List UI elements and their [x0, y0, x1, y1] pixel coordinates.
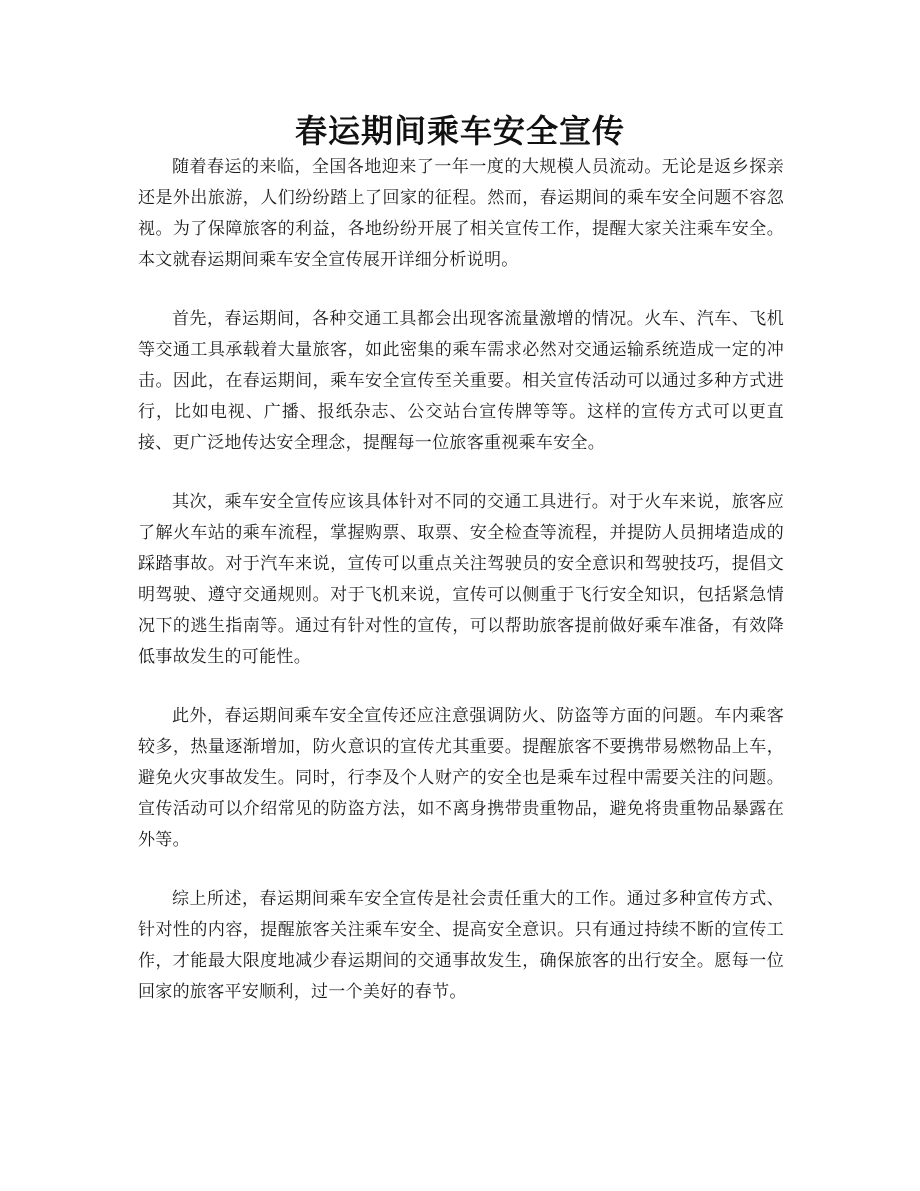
paragraph-2: 首先，春运期间，各种交通工具都会出现客流量激增的情况。火车、汽车、飞机等交通工具承载着大量旅客，如此密集的乘车需求必然对交通运输系统造成一定的冲击。因此，在春运期间，乘车安全宣传至关重要。相关宣传活动可以通过多种方式进行，比如电视、广播、报纸杂志、公交站台宣传牌等等。这样的宣传方式可以更直接、更广泛地传达安全理念，提醒每一位旅客重视乘车安全。 — [138, 309, 784, 453]
paragraph-5: 综上所述，春运期间乘车安全宣传是社会责任重大的工作。通过多种宣传方式、针对性的内容，提醒旅客关注乘车安全、提高安全意识。只有通过持续不断的宣传工作，才能最大限度地减少春运期间的交通事故发生，确保旅客的出行安全。愿每一位回家的旅客平安顺利，过一个美好的春节。 — [138, 889, 784, 1002]
paragraph-4: 此外，春运期间乘车安全宣传还应注意强调防火、防盗等方面的问题。车内乘客较多，热量逐渐增加，防火意识的宣传尤其重要。提醒旅客不要携带易燃物品上车，避免火灾事故发生。同时，行李及个人财产的安全也是乘车过程中需要关注的问题。宣传活动可以介绍常见的防盗方法，如不离身携带贵重物品，避免将贵重物品暴露在外等。 — [138, 706, 784, 850]
paragraph-3: 其次，乘车安全宣传应该具体针对不同的交通工具进行。对于火车来说，旅客应了解火车站的乘车流程，掌握购票、取票、安全检查等流程，并提防人员拥堵造成的踩踏事故。对于汽车来说，宣传可以重点关注驾驶员的安全意识和驾驶技巧，提倡文明驾驶、遵守交通规则。对于飞机来说，宣传可以侧重于飞行安全知识，包括紧急情况下的逃生指南等。通过有针对性的宣传，可以帮助旅客提前做好乘车准备，有效降低事故发生的可能性。 — [138, 492, 784, 667]
document-body — [138, 152, 784, 1036]
document-title: 春运期间乘车安全宣传 — [294, 112, 625, 150]
paragraph-1: 随着春运的来临，全国各地迎来了一年一度的大规模人员流动。无论是返乡探亲还是外出旅游，人们纷纷踏上了回家的征程。然而，春运期间的乘车安全问题不容忽视。为了保障旅客的利益，各地纷纷开展了相关宣传工作，提醒大家关注乘车安全。本文就春运期间乘车安全宣传展开详细分析说明。 — [138, 157, 784, 270]
